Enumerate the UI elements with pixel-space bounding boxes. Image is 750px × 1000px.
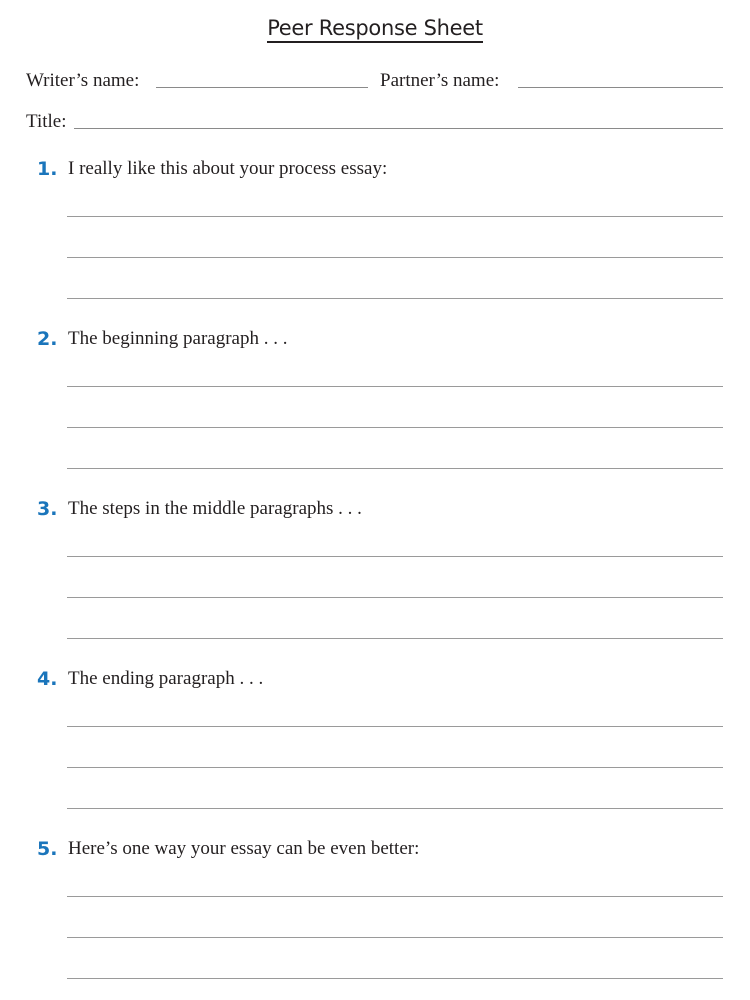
- question-number: 1.: [37, 158, 58, 180]
- writer-name-field[interactable]: [156, 87, 368, 88]
- answer-line[interactable]: [67, 386, 723, 387]
- answer-line[interactable]: [67, 808, 723, 809]
- page-title: Peer Response Sheet: [0, 16, 750, 40]
- answer-line[interactable]: [67, 468, 723, 469]
- question-number: 5.: [37, 838, 58, 860]
- answer-line[interactable]: [67, 427, 723, 428]
- answer-line[interactable]: [67, 216, 723, 217]
- answer-line[interactable]: [67, 638, 723, 639]
- question-prompt: I really like this about your process essay:: [68, 158, 388, 179]
- question-number: 2.: [37, 328, 58, 350]
- answer-line[interactable]: [67, 298, 723, 299]
- question-prompt: The steps in the middle paragraphs . . .: [68, 498, 362, 519]
- partner-name-field[interactable]: [518, 87, 723, 88]
- answer-line[interactable]: [67, 937, 723, 938]
- answer-line[interactable]: [67, 978, 723, 979]
- answer-line[interactable]: [67, 556, 723, 557]
- title-label: Title:: [26, 111, 67, 132]
- writer-name-label: Writer’s name:: [26, 70, 140, 91]
- answer-line[interactable]: [67, 597, 723, 598]
- partner-name-label: Partner’s name:: [380, 70, 500, 91]
- answer-line[interactable]: [67, 767, 723, 768]
- answer-line[interactable]: [67, 896, 723, 897]
- question-number: 4.: [37, 668, 58, 690]
- answer-line[interactable]: [67, 257, 723, 258]
- question-prompt: Here’s one way your essay can be even better:: [68, 838, 420, 859]
- question-prompt: The beginning paragraph . . .: [68, 328, 288, 349]
- question-prompt: The ending paragraph . . .: [68, 668, 264, 689]
- answer-line[interactable]: [67, 726, 723, 727]
- title-field[interactable]: [74, 128, 723, 129]
- question-number: 3.: [37, 498, 58, 520]
